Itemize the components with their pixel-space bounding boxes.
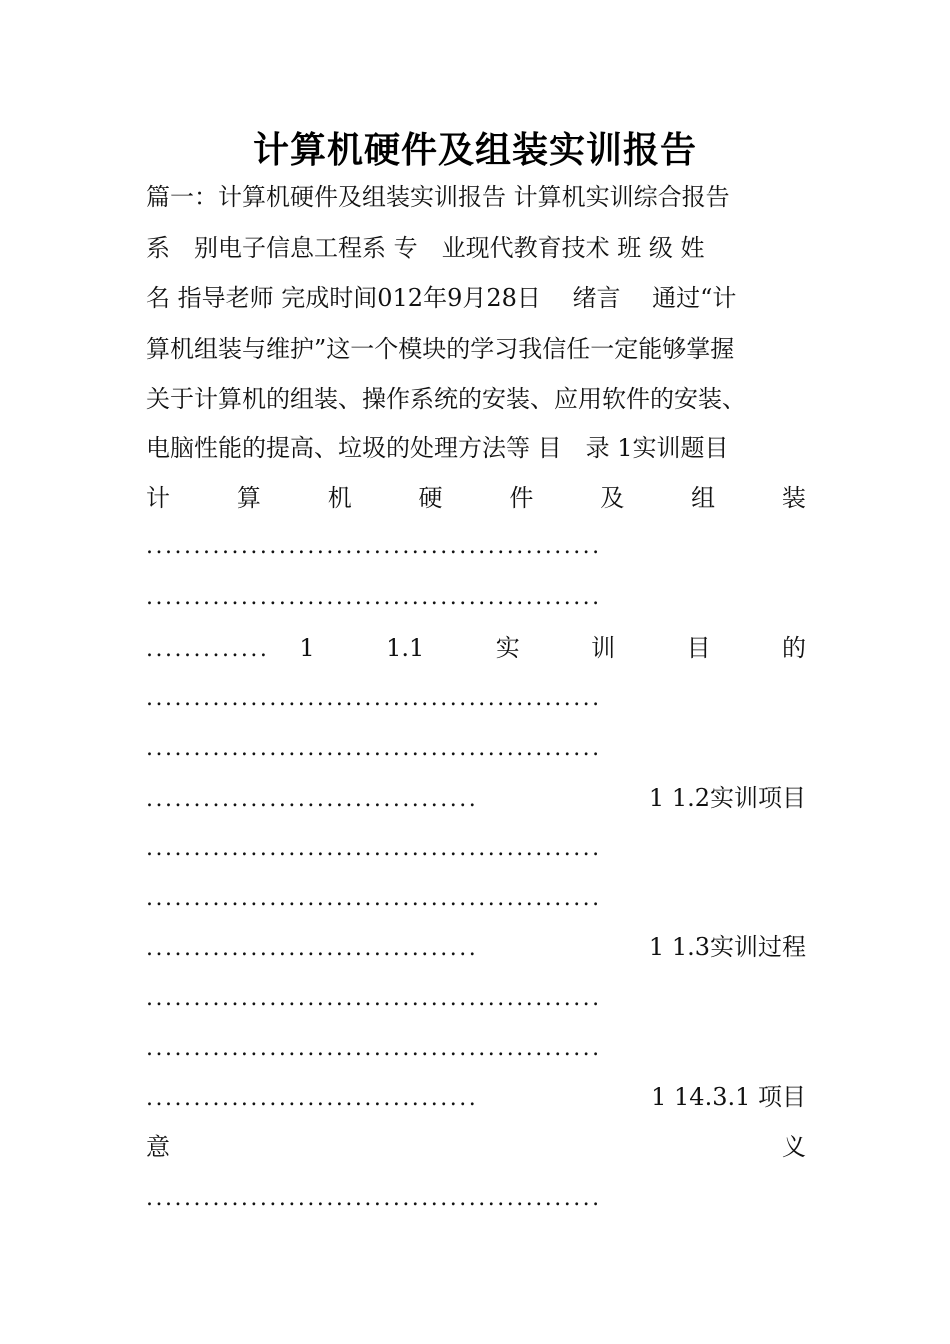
toc-entry-1-2 [146, 781, 806, 815]
dot-leader-line: ................................................ [146, 534, 602, 559]
toc-entry-1-1 [146, 631, 806, 665]
dot-leader-line: ................................................ [146, 1036, 602, 1061]
spread-char: 件 [509, 484, 534, 512]
toc-heading-spread [146, 481, 806, 515]
spread-char: 的 [781, 634, 806, 662]
body-line-2: 系 别电子信息工程系 专 业现代教育技术 班 级 姓 [146, 234, 705, 262]
toc-entry-1-3 [146, 930, 806, 964]
body-line-1: 篇一：计算机硬件及组装实训报告 计算机实训综合报告 [146, 183, 730, 211]
spread-char: 硬 [418, 484, 443, 512]
dot-leader-line: ................................................ [146, 886, 602, 911]
spread-char: 及 [600, 484, 625, 512]
toc-entry-spread [299, 631, 806, 665]
spread-char: 训 [591, 634, 616, 662]
body-line-4: 算机组装与维护”这一个模块的学习我信任一定能够掌握 [146, 335, 735, 363]
dot-leader: ............. [146, 637, 270, 662]
dot-leader-line: ................................................ [146, 736, 602, 761]
toc-entry-label: 1 1.3实训过程 [648, 933, 806, 961]
toc-entry-4-3-1 [146, 1080, 806, 1114]
spread-char: 计 [146, 484, 170, 512]
spread-char: 算 [236, 484, 261, 512]
dot-leader-line: ................................................ [146, 686, 602, 711]
dot-leader-line: ................................................ [146, 1186, 602, 1211]
spread-char: 装 [781, 484, 806, 512]
spread-char: 实 [495, 634, 520, 662]
spread-char: 机 [327, 484, 352, 512]
dot-leader: ................................... [146, 787, 479, 812]
dot-leader-line: ................................................ [146, 836, 602, 861]
dot-leader-line: ................................................ [146, 986, 602, 1011]
toc-entry-label: 1 14.3.1 项目 [651, 1083, 806, 1111]
body-line-3: 名 指导老师 完成时间012年9月28日 绪言 通过“计 [146, 284, 737, 312]
toc-entry-label: 1 1.2实训项目 [648, 784, 806, 812]
dot-leader: ................................... [146, 1086, 479, 1111]
toc-entry-spread-2 [146, 1130, 806, 1164]
dot-leader-line: ................................................ [146, 585, 602, 610]
spread-char: 1.1 [386, 634, 425, 662]
body-line-5: 关于计算机的组装、操作系统的安装、应用软件的安装、 [146, 385, 746, 413]
body-line-6: 电脑性能的提高、垃圾的处理方法等 目 录 1实训题目 [146, 434, 729, 462]
dot-leader: ................................... [146, 936, 479, 961]
spread-char: 目 [686, 634, 711, 662]
document-title: 计算机硬件及组装实训报告 [252, 130, 697, 171]
spread-char: 义 [782, 1133, 806, 1161]
spread-char: 1 [299, 634, 315, 662]
spread-char: 意 [146, 1133, 170, 1161]
spread-char: 组 [691, 484, 716, 512]
